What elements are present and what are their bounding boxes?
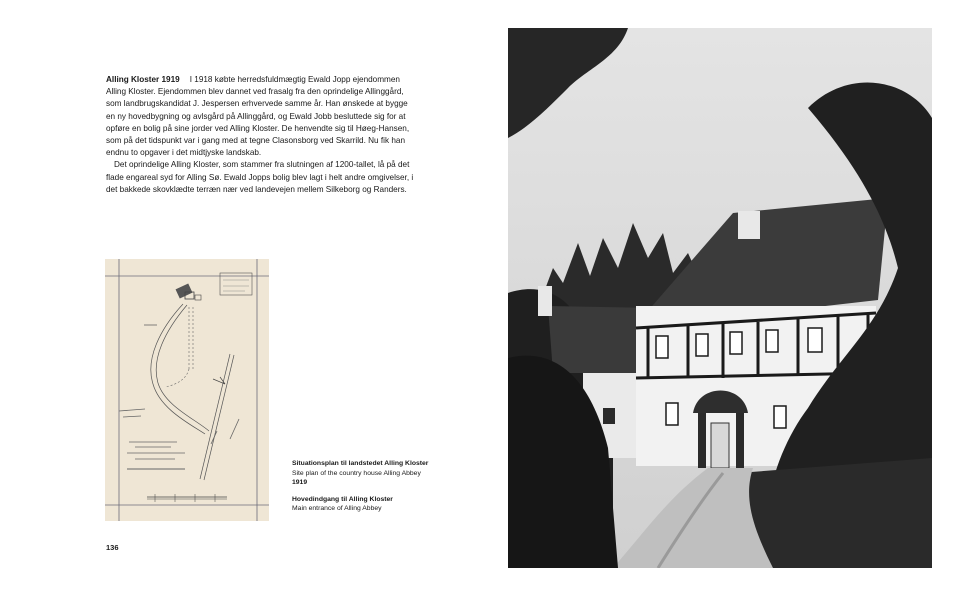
house-photo (508, 28, 932, 568)
site-plan-sketch (105, 259, 269, 521)
paragraph-2: Det oprindelige Alling Kloster, som stammer fra slutningen af 1200-tallet, lå på det flade engareal syd for Alling Sø. Ewald Jopps bolig blev lagt i helt andre omgivelser, i det bakkede skovklædte terræn nær ved landevejen mellem Silkeborg og Randers. (106, 160, 414, 194)
plan-caption-year: 1919 (292, 479, 308, 487)
photo-caption-title: Hovedindgang til Alling Kloster (292, 495, 393, 503)
paragraph-1-text: I 1918 købte herredsfuldmægtig Ewald Jopp ejendommen Alling Kloster. Ejendommen blev dannet ved frasalg fra den oprindelige Allinggård, som landbrugskandidat J. Jespersen erhvervede samme år. Han ønskede at bygge en ny hovedbygning og avlsgård på Allinggård, og Ewald Jobb besluttede sig for at opføre en bolig på sine jorder ved Alling Kloster. De henvendte sig til Høeg-Hansen, som på det tidspunkt var i gang med at tegne Clasonsborg ved Skarrild. Nu fik han endnu to opgaver i det midtjyske landskab. (106, 75, 410, 158)
section-title: Alling Kloster 1919 (106, 75, 180, 84)
plan-caption-subtitle: Site plan of the country house Alling Abbey (292, 469, 421, 477)
plan-caption-title: Situationsplan til landstedet Alling Kloster (292, 460, 429, 467)
paragraph-1 (106, 74, 418, 159)
photo-caption-subtitle: Main entrance of Alling Abbey (292, 505, 382, 513)
right-page (480, 0, 960, 596)
captions (292, 459, 452, 514)
page-number: 136 (106, 543, 119, 552)
body-text (106, 74, 418, 196)
